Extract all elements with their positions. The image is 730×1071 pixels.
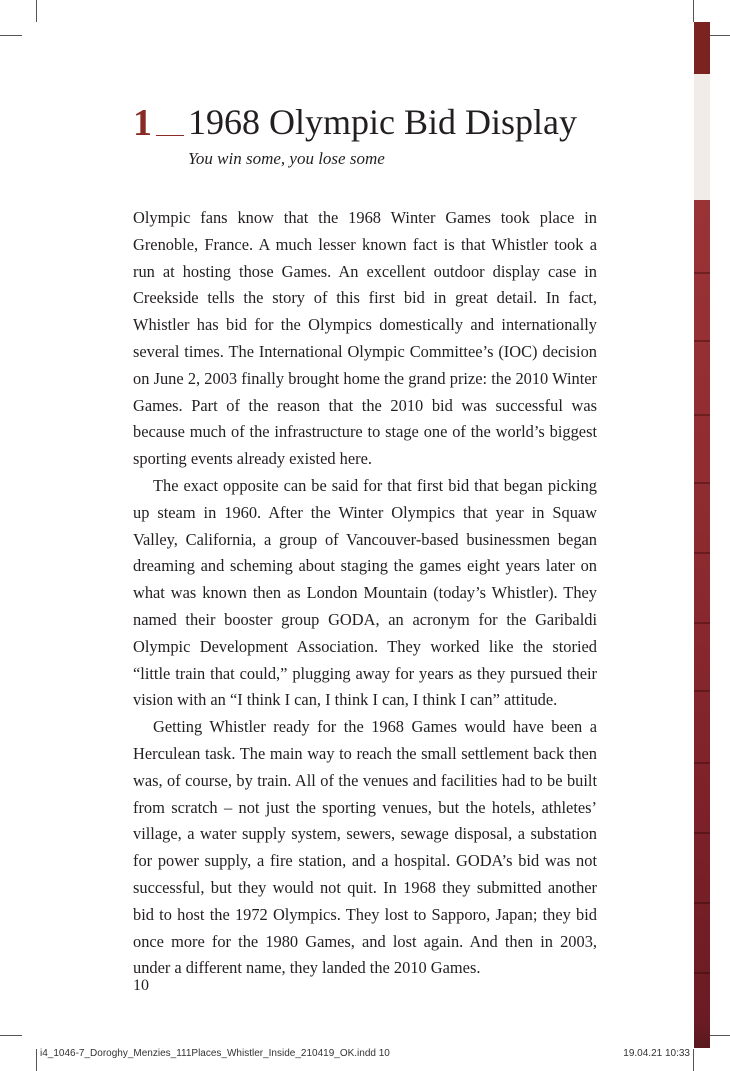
paragraph-2: The exact opposite can be said for that first bid that began picking up steam in 1960. After the Winter Olympics that year in Squaw Valley, California, a group of Vancouver-based businessmen began dreaming and scheming about staging the games eight years later on what was known then as London Mountain (today’s Whistler). They named their booster group GODA, an acronym for the Garibaldi Olympic Development Association. They worked like the storied “little train that could,” plugging away for years as they pursued their vision with an “I think I can, I think I can, I think I can” attitude. — [133, 475, 597, 710]
page-number: 10 — [133, 977, 149, 994]
chapter-rule — [156, 135, 184, 136]
crop-mark-top-left-vertical — [36, 0, 37, 22]
chapter-subtitle: You win some, you lose some — [188, 149, 385, 168]
paragraph-3: Getting Whistler ready for the 1968 Games would have been a Herculean task. The main way to reach the small settlement back then was, of course, by train. All of the venues and facilities had to be built from scratch – not just the sporting venues, but the hotels, athletes’ village, a water supply system, sewers, sewage disposal, a substation for power supply, a fire station, and a hospital. GODA’s bid was not successful, but they would not quit. In 1968 they submitted another bid to host the 1972 Olympics. They lost to Sapporo, Japan; they bid once more for the 1980 Games, and lost again. And then in 2003, under a different name, they landed the 2010 Games. — [133, 717, 597, 978]
chapter-title: 1968 Olympic Bid Display — [188, 102, 577, 142]
paragraph-1: Olympic fans know that the 1968 Winter Games took place in Grenoble, France. A much lesser known fact is that Whistler took a run at hosting those Games. An excellent outdoor display case in Creekside tells the story of this first bid in great detail. In fact, Whistler has bid for the Olympics domestically and internationally several times. The International Olympic Committee’s (IOC) decision on June 2, 2003 finally brought home the grand prize: the 2010 Winter Games. Part of the reason that the 2010 bid was successful was because much of the infrastructure to stage one of the world’s biggest sporting events already existed here. — [133, 208, 597, 469]
crop-mark-bottom-right-vertical — [693, 1049, 694, 1071]
chapter-number: 1 — [133, 102, 152, 144]
bleed-photo-strip — [694, 22, 710, 1048]
crop-mark-bottom-right-horizontal — [708, 1035, 730, 1036]
crop-mark-top-left-horizontal — [0, 35, 22, 36]
crop-mark-bottom-left-vertical — [36, 1049, 37, 1071]
crop-mark-top-right-horizontal — [708, 35, 730, 36]
body-text — [133, 205, 597, 982]
slug-date: 19.04.21 10:33 — [623, 1048, 690, 1059]
crop-mark-top-right-vertical — [693, 0, 694, 22]
slug-filename: i4_1046-7_Doroghy_Menzies_111Places_Whistler_Inside_210419_OK.indd 10 — [40, 1048, 390, 1059]
crop-mark-bottom-left-horizontal — [0, 1035, 22, 1036]
